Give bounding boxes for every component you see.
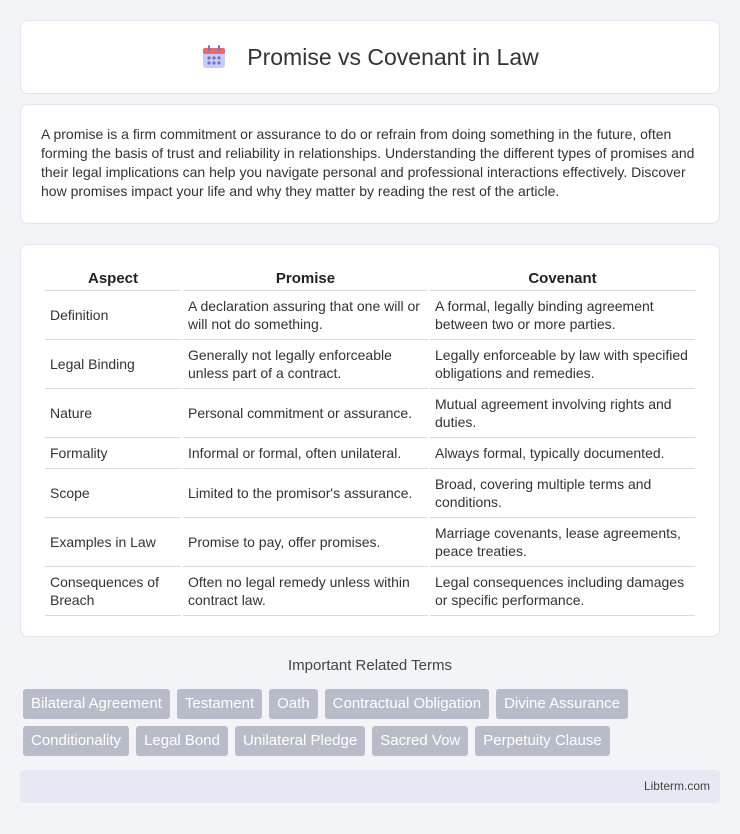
tag-testament[interactable]: Testament [177, 689, 262, 719]
cell-promise: Generally not legally enforceable unless part of a contract. [183, 340, 428, 389]
tag-unilateral-pledge[interactable]: Unilateral Pledge [235, 726, 365, 756]
cell-aspect: Nature [45, 389, 181, 438]
title-card [20, 20, 720, 94]
page-title: Promise vs Covenant in Law [247, 43, 539, 70]
cell-promise: A declaration assuring that one will or will not do something. [183, 291, 428, 340]
comparison-table-card [20, 244, 720, 637]
table-row [45, 567, 695, 616]
tag-contractual-obligation[interactable]: Contractual Obligation [325, 689, 489, 719]
cell-aspect: Scope [45, 469, 181, 518]
related-terms-title: Important Related Terms [288, 657, 452, 674]
table-row [45, 518, 695, 567]
comparison-table [43, 265, 697, 616]
cell-promise: Personal commitment or assurance. [183, 389, 428, 438]
cell-covenant: Legal consequences including damages or specific performance. [430, 567, 695, 616]
tag-conditionality[interactable]: Conditionality [23, 726, 129, 756]
tag-legal-bond[interactable]: Legal Bond [136, 726, 228, 756]
cell-covenant: Marriage covenants, lease agreements, peace treaties. [430, 518, 695, 567]
tag-perpetuity-clause[interactable]: Perpetuity Clause [475, 726, 609, 756]
cell-aspect: Legal Binding [45, 340, 181, 389]
cell-promise: Promise to pay, offer promises. [183, 518, 428, 567]
cell-aspect: Definition [45, 291, 181, 340]
footer-site-link[interactable]: Libterm.com [643, 779, 710, 793]
cell-aspect: Examples in Law [45, 518, 181, 567]
tag-row [23, 689, 723, 719]
tag-row [23, 726, 723, 756]
related-terms-tags [23, 689, 723, 763]
cell-covenant: Always formal, typically documented. [430, 438, 695, 469]
table-row [45, 389, 695, 438]
intro-card [20, 104, 720, 224]
table-row [45, 340, 695, 389]
cell-aspect: Formality [45, 438, 181, 469]
tag-sacred-vow[interactable]: Sacred Vow [372, 726, 468, 756]
cell-promise: Informal or formal, often unilateral. [183, 438, 428, 469]
header-aspect: Aspect [45, 265, 181, 291]
cell-covenant: Broad, covering multiple terms and conditions. [430, 469, 695, 518]
tag-bilateral-agreement[interactable]: Bilateral Agreement [23, 689, 170, 719]
cell-aspect: Consequences of Breach [45, 567, 181, 616]
table-row [45, 291, 695, 340]
tag-divine-assurance[interactable]: Divine Assurance [496, 689, 628, 719]
cell-promise: Limited to the promisor's assurance. [183, 469, 428, 518]
tag-oath[interactable]: Oath [269, 689, 318, 719]
calendar-icon [201, 44, 227, 70]
intro-text: A promise is a firm commitment or assurance to do or refrain from doing something in the future, often forming the basis of trust and reliability in relationships. Understanding the different types of promises and their legal implications can help you navigate personal and professional interactions effectively. Discover how promises impact your life and why they matter by reading the rest of the article. [41, 126, 695, 199]
table-header-row [45, 265, 695, 291]
header-covenant: Covenant [430, 265, 695, 291]
cell-covenant: Legally enforceable by law with specified obligations and remedies. [430, 340, 695, 389]
cell-covenant: Mutual agreement involving rights and duties. [430, 389, 695, 438]
table-row [45, 469, 695, 518]
table-row [45, 438, 695, 469]
cell-promise: Often no legal remedy unless within contract law. [183, 567, 428, 616]
cell-covenant: A formal, legally binding agreement between two or more parties. [430, 291, 695, 340]
footer [20, 770, 720, 803]
header-promise: Promise [183, 265, 428, 291]
